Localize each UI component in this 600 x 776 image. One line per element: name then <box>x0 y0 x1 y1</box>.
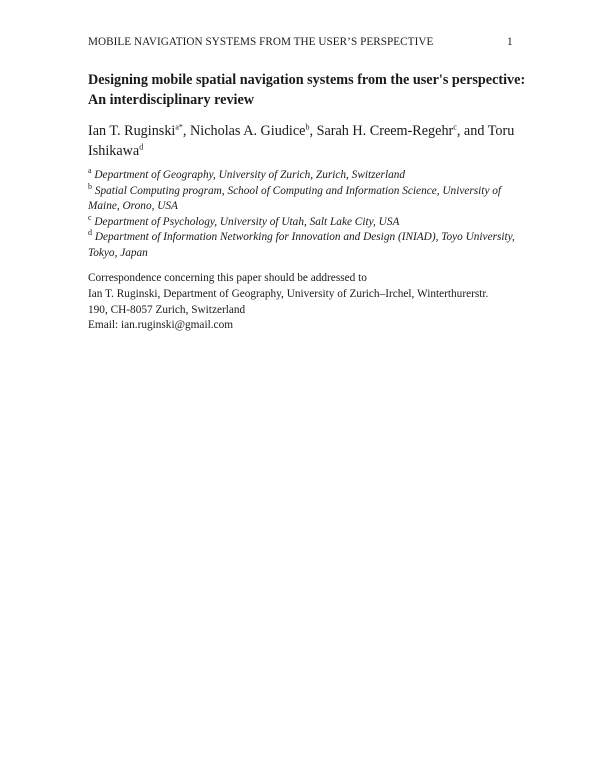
correspondence-address: Ian T. Ruginski, Department of Geography, University of Zurich–Irchel, Winterthurerstr. <box>88 287 489 300</box>
affiliation-list <box>88 168 528 262</box>
author-name: Sarah H. Creem-Regehr <box>316 123 454 139</box>
affiliation-mark: a <box>88 166 92 176</box>
author-name: Nicholas A. Giudice <box>190 123 306 139</box>
affiliation-mark: d <box>88 228 92 238</box>
affiliation <box>88 230 528 261</box>
affiliation <box>88 215 528 231</box>
affiliation-text: Department of Geography, University of Zurich, Zurich, Switzerland <box>94 169 406 181</box>
affiliation-mark: c <box>88 213 92 223</box>
author-affiliation-mark: b <box>305 122 310 132</box>
title-line-2: An interdisciplinary review <box>88 92 255 108</box>
author-list <box>88 121 528 161</box>
correspondence-block <box>88 271 528 334</box>
running-head: MOBILE NAVIGATION SYSTEMS FROM THE USER’S PERSPECTIVE <box>88 36 434 48</box>
title-line-1: Designing mobile spatial navigation systems from the user's perspective: <box>88 72 526 88</box>
correspondence-address-cont: 190, CH-8057 Zurich, Switzerland <box>88 303 246 316</box>
author-name: Toru Ishikawa <box>88 123 515 159</box>
author-affiliation-mark: d <box>139 142 144 152</box>
affiliation <box>88 181 528 215</box>
paper-title <box>88 70 528 110</box>
affiliation-text: Spatial Computing program, School of Computing and Information Science, University of Maine, Orono, USA <box>88 184 502 213</box>
author-affiliation-mark: c <box>453 122 457 132</box>
affiliation-mark: b <box>88 181 92 191</box>
author-name: Ian T. Ruginski <box>88 123 176 139</box>
author-separator: , and <box>456 123 488 139</box>
correspondence-email: Email: ian.ruginski@gmail.com <box>88 319 234 332</box>
author-separator: , <box>182 123 191 139</box>
page-number: 1 <box>507 36 513 48</box>
correspondence-intro: Correspondence concerning this paper should be addressed to <box>88 272 367 284</box>
affiliation-text: Department of Psychology, University of Utah, Salt Lake City, USA <box>94 215 400 228</box>
author-separator: , <box>309 123 317 139</box>
affiliation <box>88 168 528 184</box>
author-affiliation-mark: a* <box>175 122 183 132</box>
affiliation-text: Department of Information Networking for Innovation and Design (INIAD), Toyo University, Tokyo, Japan <box>88 231 515 259</box>
